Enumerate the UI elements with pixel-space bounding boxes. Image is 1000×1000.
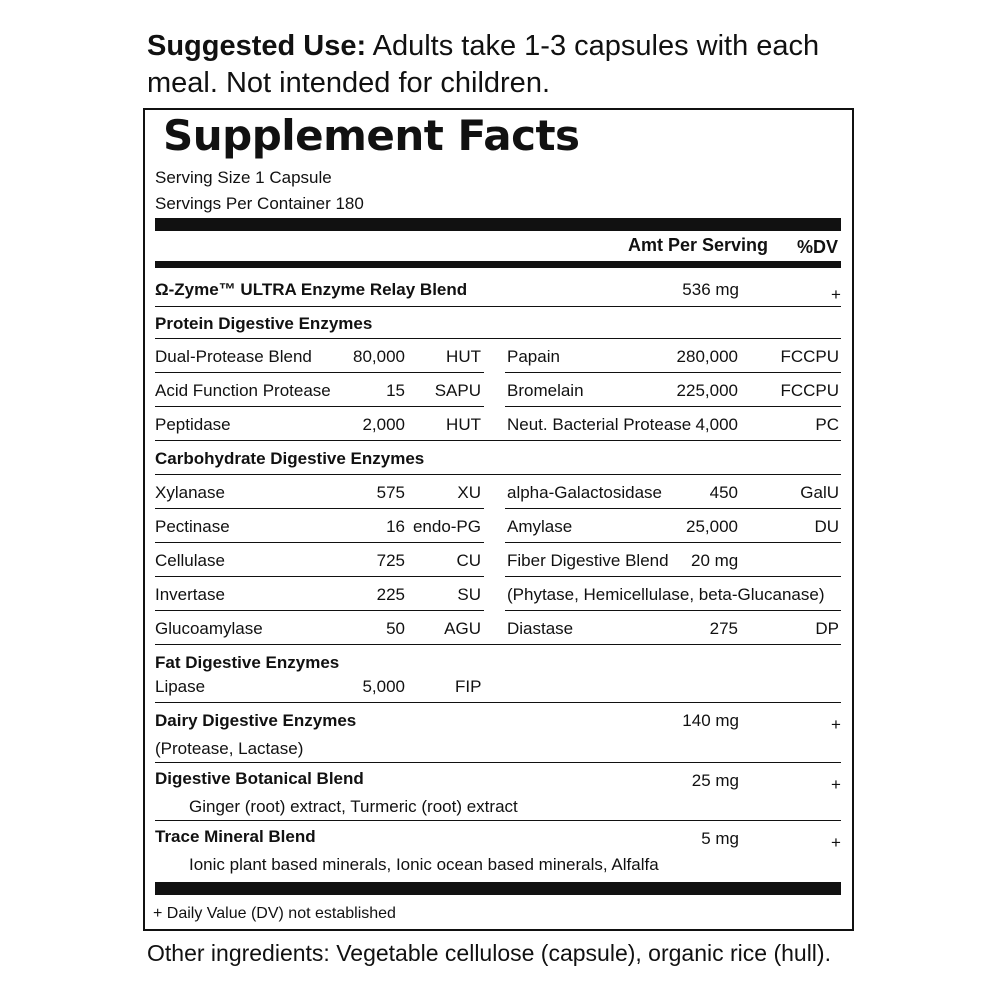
rule bbox=[155, 474, 841, 475]
thick-bar-bottom bbox=[155, 882, 841, 895]
enzyme-name: Lipase bbox=[155, 677, 206, 696]
botanical-sub: Ginger (root) extract, Turmeric (root) extract bbox=[189, 797, 518, 816]
trace-amount: 5 mg bbox=[701, 829, 739, 848]
enzyme-unit: DP bbox=[815, 619, 839, 638]
fat-heading: Fat Digestive Enzymes bbox=[155, 653, 340, 672]
rule bbox=[505, 406, 841, 407]
enzyme-value: 20 mg bbox=[691, 551, 739, 570]
enzyme-unit: FCCPU bbox=[780, 347, 839, 366]
enzyme-value: 450 bbox=[709, 483, 738, 502]
rule bbox=[155, 338, 841, 339]
rule bbox=[505, 508, 841, 509]
suggested-use-label: Suggested Use: bbox=[147, 30, 367, 62]
rule bbox=[155, 576, 484, 577]
enzyme-name: Neut. Bacterial Protease bbox=[507, 415, 692, 434]
enzyme-name: Amylase bbox=[507, 517, 573, 536]
col-amt-header: Amt Per Serving bbox=[628, 235, 769, 255]
enzyme-value: 15 bbox=[386, 381, 405, 400]
rule bbox=[155, 644, 841, 645]
serving-size: Serving Size 1 Capsule bbox=[155, 168, 332, 187]
enzyme-unit: DU bbox=[814, 517, 839, 536]
rule bbox=[155, 762, 841, 763]
enzyme-name: Dual-Protease Blend bbox=[155, 347, 312, 366]
enzyme-unit: FIP bbox=[455, 677, 482, 696]
rule bbox=[155, 406, 484, 407]
thick-bar-top bbox=[155, 218, 841, 231]
rule bbox=[155, 610, 484, 611]
enzyme-name: Xylanase bbox=[155, 483, 225, 502]
enzyme-name: Glucoamylase bbox=[155, 619, 263, 638]
enzyme-value: 50 bbox=[386, 619, 405, 638]
rule bbox=[505, 610, 841, 611]
enzyme-name: Acid Function Protease bbox=[155, 381, 331, 400]
dairy-amount: 140 mg bbox=[682, 711, 739, 730]
enzyme-unit: HUT bbox=[446, 415, 481, 434]
enzyme-value: 25,000 bbox=[686, 517, 738, 536]
supplement-facts-panel bbox=[143, 108, 854, 931]
enzyme-unit: PC bbox=[815, 415, 839, 434]
enzyme-name: Invertase bbox=[155, 585, 225, 604]
col-dv-header: %DV bbox=[797, 237, 839, 257]
dairy-dv: + bbox=[831, 715, 841, 734]
rule bbox=[155, 702, 841, 703]
enzyme-unit: GalU bbox=[800, 483, 839, 502]
dairy-sub: (Protease, Lactase) bbox=[155, 739, 304, 758]
enzyme-unit: CU bbox=[456, 551, 481, 570]
other-ingredients: Other ingredients: Vegetable cellulose (capsule), organic rice (hull). bbox=[147, 940, 831, 966]
protein-heading: Protein Digestive Enzymes bbox=[155, 314, 373, 333]
enzyme-unit: HUT bbox=[446, 347, 481, 366]
enzyme-name: Bromelain bbox=[507, 381, 584, 400]
enzyme-sub-list: (Phytase, Hemicellulase, beta-Glucanase) bbox=[507, 585, 825, 604]
enzyme-value: 275 bbox=[709, 619, 738, 638]
main-blend-dv: + bbox=[831, 285, 841, 304]
botanical-name: Digestive Botanical Blend bbox=[155, 769, 364, 788]
servings-per-container: Servings Per Container 180 bbox=[155, 194, 364, 213]
footnote: + Daily Value (DV) not established bbox=[153, 905, 396, 922]
enzyme-value: 5,000 bbox=[362, 677, 405, 696]
enzyme-value: 225,000 bbox=[676, 381, 738, 400]
medium-bar bbox=[155, 261, 841, 268]
enzyme-unit: endo-PG bbox=[412, 517, 481, 536]
enzyme-name: alpha-Galactosidase bbox=[507, 483, 662, 502]
rule bbox=[155, 440, 841, 441]
enzyme-unit: XU bbox=[457, 483, 481, 502]
enzyme-value: 80,000 bbox=[353, 347, 405, 366]
facts-title: Supplement Facts bbox=[163, 111, 580, 160]
rule bbox=[505, 372, 841, 373]
enzyme-value: 725 bbox=[376, 551, 405, 570]
rule bbox=[505, 542, 841, 543]
trace-sub: Ionic plant based minerals, Ionic ocean based minerals, Alfalfa bbox=[189, 855, 659, 874]
rule bbox=[155, 372, 484, 373]
enzyme-name: Peptidase bbox=[155, 415, 231, 434]
trace-name: Trace Mineral Blend bbox=[155, 827, 316, 846]
enzyme-value: 16 bbox=[386, 517, 405, 536]
enzyme-value: 4,000 bbox=[695, 415, 738, 434]
enzyme-unit: AGU bbox=[444, 619, 481, 638]
enzyme-name: Papain bbox=[507, 347, 560, 366]
enzyme-name: Cellulase bbox=[155, 551, 225, 570]
rule bbox=[155, 820, 841, 821]
rule bbox=[505, 576, 841, 577]
enzyme-value: 2,000 bbox=[362, 415, 405, 434]
rule bbox=[155, 542, 484, 543]
enzyme-unit: SAPU bbox=[434, 381, 481, 400]
trace-dv: + bbox=[831, 833, 841, 852]
enzyme-value: 280,000 bbox=[676, 347, 738, 366]
suggested-use bbox=[147, 28, 847, 102]
rule bbox=[155, 508, 484, 509]
enzyme-value: 575 bbox=[376, 483, 405, 502]
botanical-amount: 25 mg bbox=[691, 771, 739, 790]
carb-heading: Carbohydrate Digestive Enzymes bbox=[155, 449, 425, 468]
enzyme-value: 225 bbox=[376, 585, 405, 604]
botanical-dv: + bbox=[831, 775, 841, 794]
main-blend-amount: 536 mg bbox=[682, 280, 739, 299]
dairy-name: Dairy Digestive Enzymes bbox=[155, 711, 357, 730]
enzyme-name: Fiber Digestive Blend bbox=[507, 551, 669, 570]
enzyme-name: Diastase bbox=[507, 619, 574, 638]
rule bbox=[155, 306, 841, 307]
enzyme-unit: FCCPU bbox=[780, 381, 839, 400]
suggested-use-text: Adults take 1-3 capsules with each meal. Not intended for children. bbox=[147, 30, 820, 99]
enzyme-name: Pectinase bbox=[155, 517, 230, 536]
enzyme-unit: SU bbox=[457, 585, 481, 604]
main-blend-name: Ω-Zyme™ ULTRA Enzyme Relay Blend bbox=[155, 280, 468, 299]
